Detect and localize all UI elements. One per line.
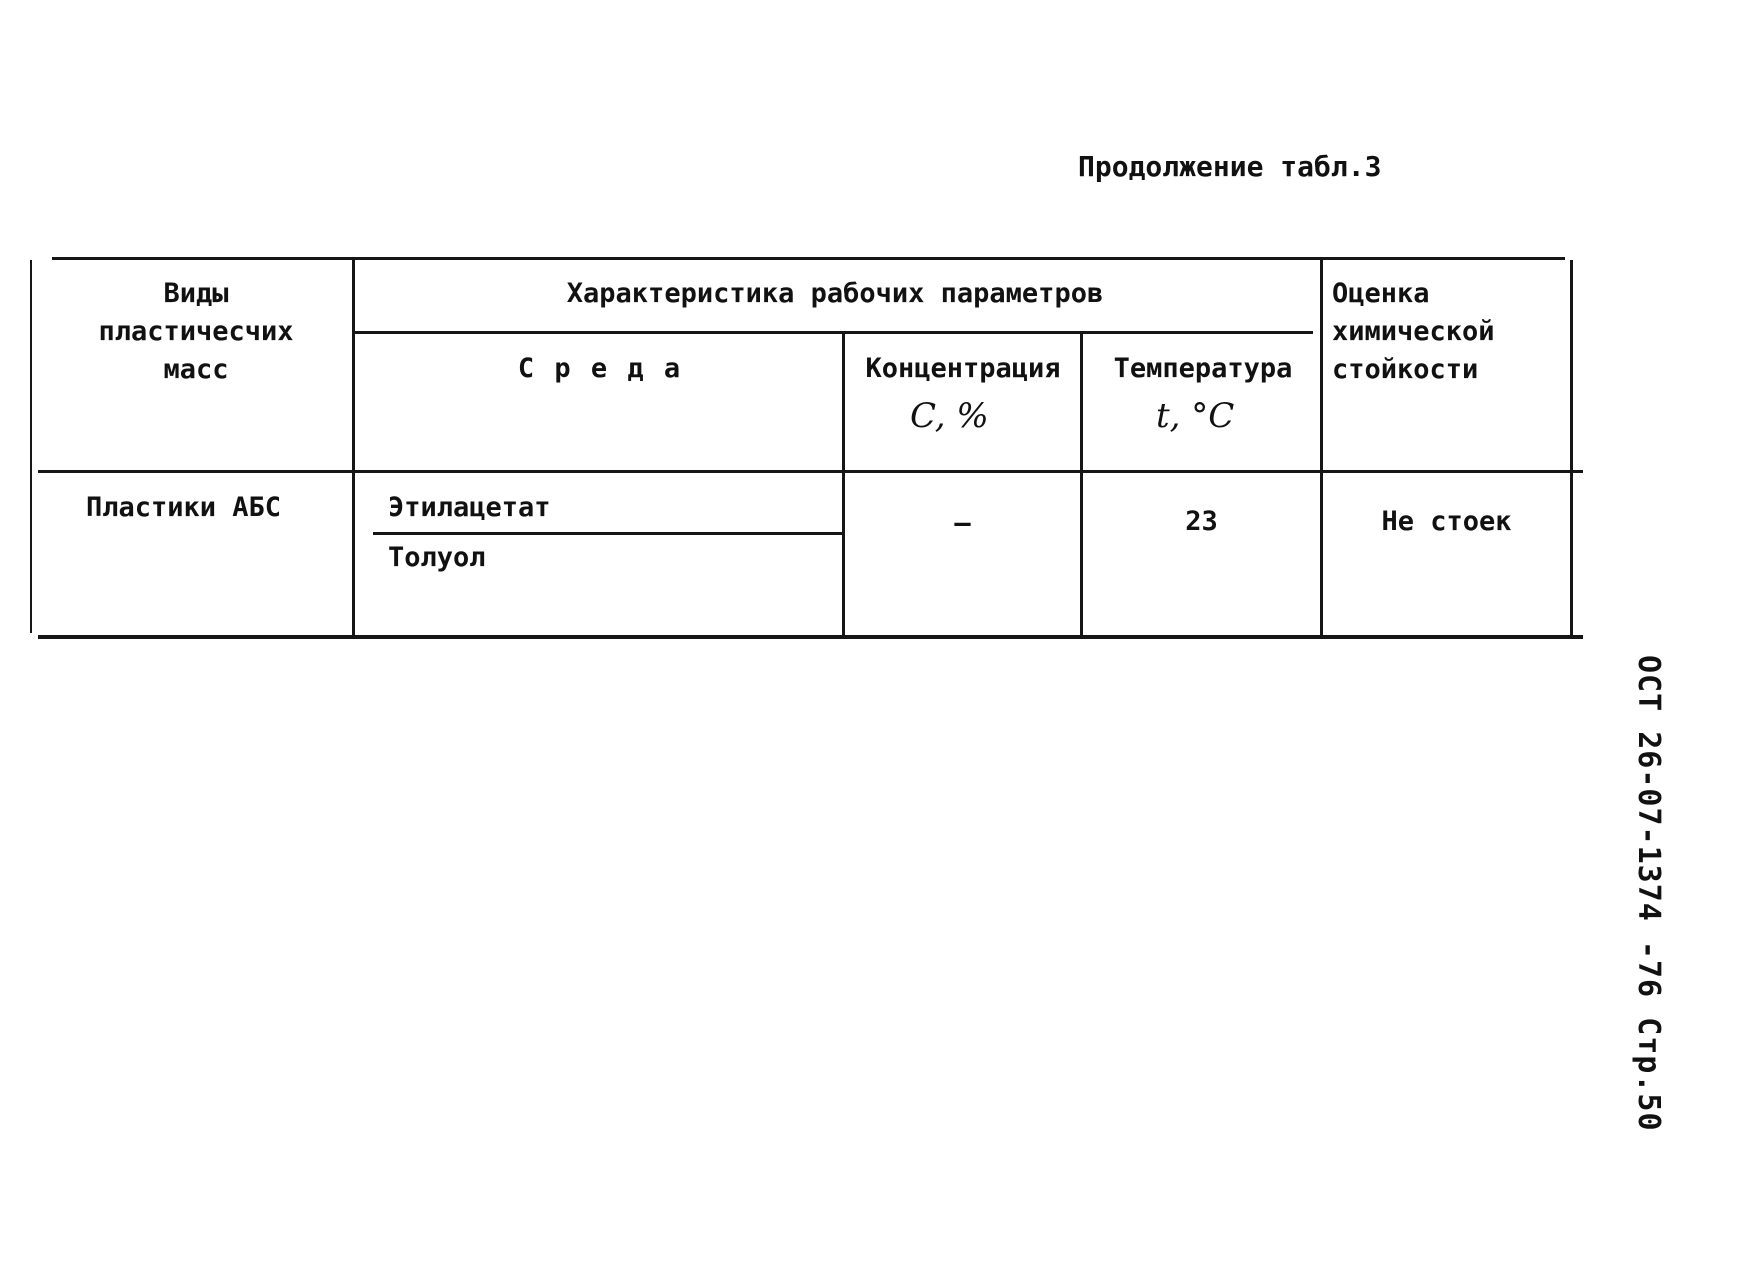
table-top-border xyxy=(52,257,1565,260)
left-border xyxy=(30,260,32,633)
header-working-parameters: Характеристика рабочих параметров xyxy=(566,278,1104,309)
column-divider-2 xyxy=(842,332,845,636)
header-concentration: Концентрация xyxy=(865,353,1061,384)
header-temperature: Температура xyxy=(1113,353,1293,384)
column-divider-3 xyxy=(1080,332,1083,636)
cell-resistance: Не стоек xyxy=(1381,506,1512,537)
table-bottom-border xyxy=(38,635,1583,639)
cell-medium-2: Толуол xyxy=(388,542,486,573)
header-plastic-types: Виды пластичесчих масс xyxy=(98,278,294,385)
column-divider-4 xyxy=(1320,260,1323,636)
table-continuation-caption: Продолжение табл.3 xyxy=(1078,150,1382,183)
temperature-unit: t, °C xyxy=(1156,396,1235,436)
column-divider-1 xyxy=(352,260,355,636)
right-border xyxy=(1570,260,1573,636)
cell-plastic-type: Пластики АБС xyxy=(86,492,282,523)
cell-concentration: — xyxy=(954,508,971,539)
subheader-divider xyxy=(355,331,1313,334)
header-chemical-resistance: Оценка химической стойкости xyxy=(1332,278,1495,385)
header-medium: С р е д а xyxy=(517,353,683,384)
concentration-unit: C, % xyxy=(910,396,989,436)
parameters-table xyxy=(30,257,1583,640)
document-code-vertical: ОСТ 26-07-1374 -76 Стр.50 xyxy=(1631,655,1666,1132)
header-bottom-border xyxy=(38,470,1583,473)
media-row-divider xyxy=(373,532,842,535)
cell-medium-1: Этилацетат xyxy=(388,492,551,523)
cell-temperature: 23 xyxy=(1185,506,1218,537)
